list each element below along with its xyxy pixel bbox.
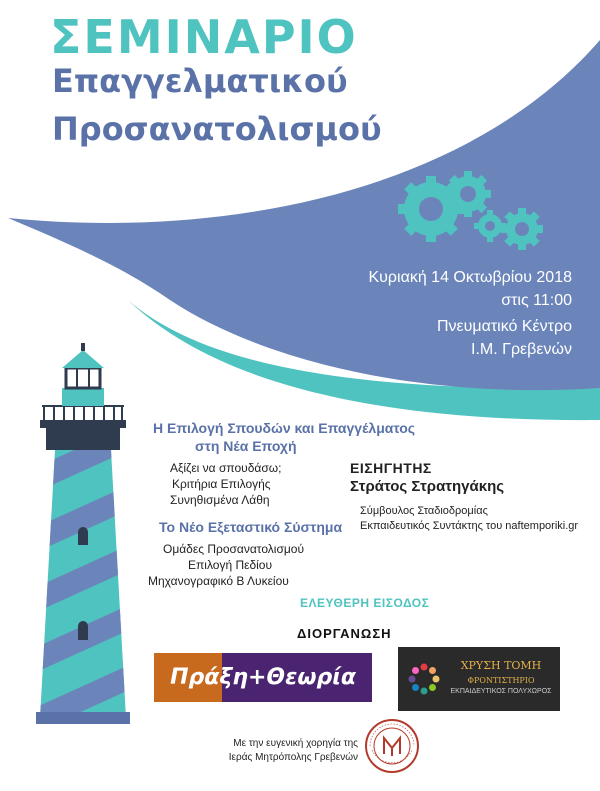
section2-heading: Το Νέο Εξεταστικό Σύστημα — [159, 519, 343, 535]
section1-item: Κριτήρια Επιλογής — [172, 477, 271, 491]
praxi-theoria-text: Πράξη+Θεωρία — [170, 665, 356, 690]
event-venue-line2: Ι.Μ. Γρεβενών — [471, 341, 572, 358]
sponsor-line1: Με την ευγενική χορηγία της — [233, 738, 358, 749]
organizer-label: ΔΙΟΡΓΑΝΩΣΗ — [297, 626, 392, 641]
speaker-name: Στράτος Στρατηγάκης — [350, 478, 505, 495]
section2-item: Μηχανογραφικό Β Λυκείου — [148, 574, 289, 588]
chrysi-tomi-logo — [398, 647, 560, 711]
chrysi-tomi-name: ΧΡΥΣΗ ΤΟΜΗ — [460, 659, 542, 672]
color-wheel-icon — [402, 647, 446, 711]
lighthouse-icon — [30, 343, 140, 735]
speaker-role: ΕΙΣΗΓΗΤΗΣ — [350, 460, 432, 476]
speaker-affiliation: Εκπαιδευτικός Συντάκτης του naftemporiki.gr — [360, 520, 579, 532]
event-time: στις 11:00 — [501, 292, 572, 309]
praxi-theoria-logo — [154, 653, 372, 702]
chrysi-tomi-sub2: ΕΚΠΑΙΔΕΥΤΙΚΟΣ ΠΟΛΥΧΩΡΟΣ — [450, 688, 552, 695]
section1-item: Αξίζει να σπουδάσω; — [170, 461, 282, 475]
event-date: Κυριακή 14 Οκτωβρίου 2018 — [368, 269, 572, 286]
section1-item: Συνηθισμένα Λάθη — [170, 493, 270, 507]
seminar-subtitle-line2: Προσανατολισμού — [52, 110, 382, 148]
section1-heading: Η Επιλογή Σπουδών και Επαγγέλματος — [153, 420, 416, 436]
section2-item: Επιλογή Πεδίου — [188, 558, 273, 572]
section1-heading-line2: στη Νέα Εποχή — [195, 438, 297, 454]
metropolis-seal-icon — [364, 718, 420, 774]
seminar-subtitle-line1: Επαγγελματικού — [52, 62, 348, 100]
section2-item: Ομάδες Προσανατολισμού — [163, 542, 305, 556]
event-venue: Πνευματικό Κέντρο — [436, 318, 572, 335]
chrysi-tomi-sub: ΦΡΟΝΤΙΣΤΗΡΙΟ — [467, 676, 535, 685]
seminar-title: ΣΕΜΙΝΑΡΙΟ — [50, 10, 358, 64]
free-entry: ΕΛΕΥΘΕΡΗ ΕΙΣΟΔΟΣ — [300, 596, 430, 610]
sponsor-line2: Ιεράς Μητρόπολης Γρεβενών — [228, 752, 358, 763]
speaker-title: Σύμβουλος Σταδιοδρομίας — [360, 505, 488, 517]
